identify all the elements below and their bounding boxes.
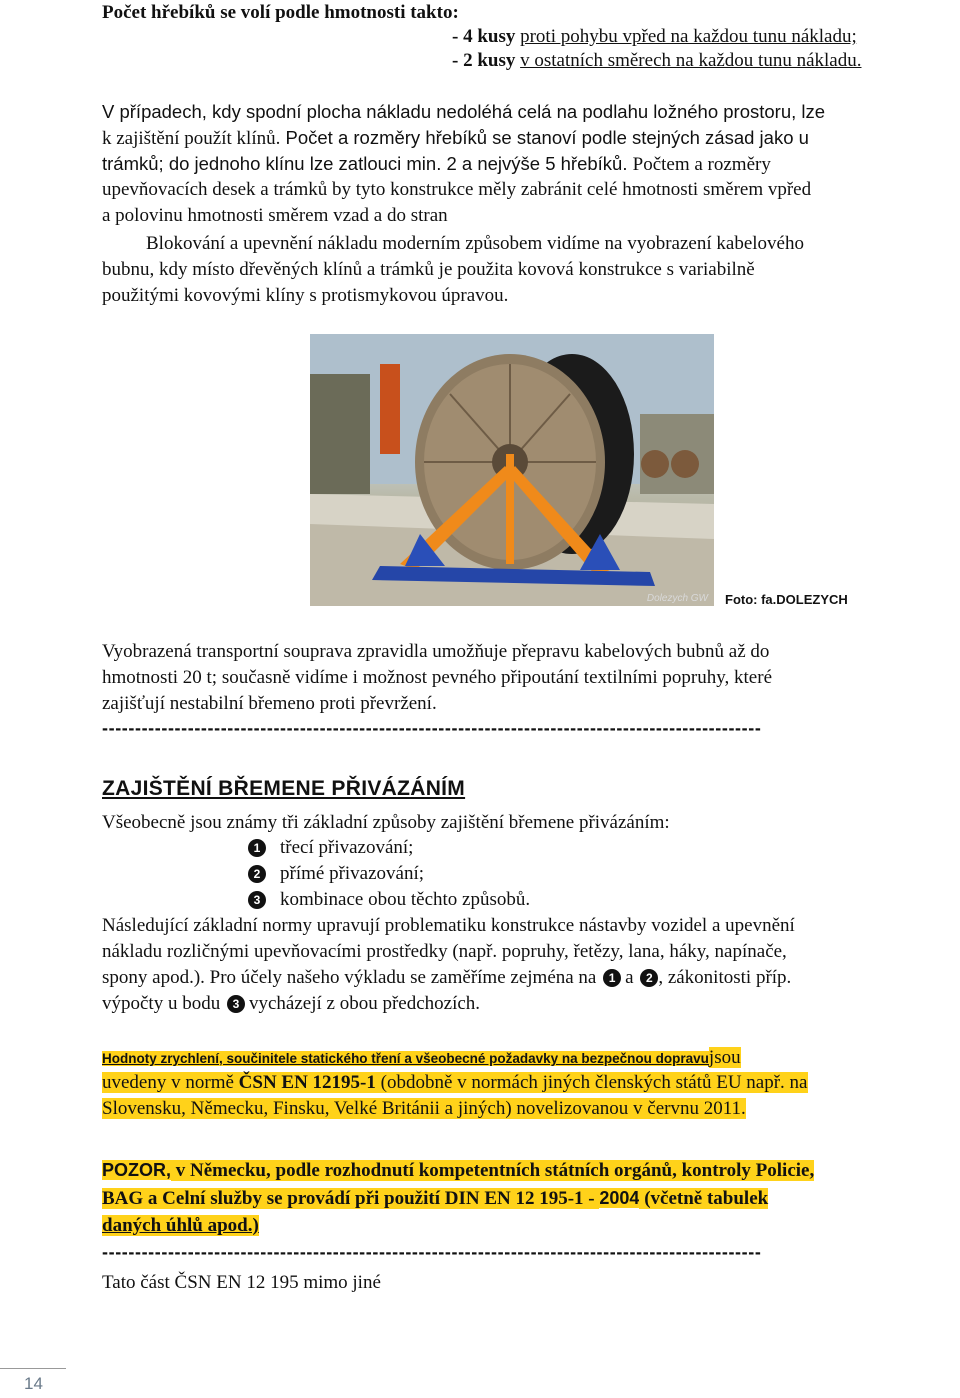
section-intro: Všeobecně jsou známy tři základní způsoby zajištění břemene přivázáním: [102,812,670,833]
transport-line3: zajišťují nestabilní břemeno proti převržení. [102,693,437,714]
method-item-3-text: kombinace obou těchto způsobů. [280,889,531,910]
method-item-2-text: přímé přivazování; [280,863,425,884]
method-item-3 [248,887,530,913]
rule-forward-text: proti pohybu vpřed na každou tunu nákladu; [520,26,857,47]
pozor-line2-a: BAG a Celní služby se provádí při použití DIN EN 12 195-1 - [102,1188,595,1209]
photo-watermark: Dolezych GW [646,593,708,604]
transport-line2: hmotnosti 20 t; současně vidíme i možnost pevného připoutání textilními popruhy, které [102,667,773,688]
pozor-line3 [102,1212,259,1240]
tail-text: Tato část ČSN EN 12 195 mimo jiné [102,1272,381,1293]
norms-line1: Následující základní normy upravují problematiku konstrukce nástavby vozidel a upevnění [102,915,795,936]
para1-line2 [102,125,809,152]
method-item-1-text: třecí přivazování; [280,837,414,858]
method-item-1 [248,835,413,861]
norms-line3-c: , zákonitosti příp. [658,967,792,988]
para1-line3-b: Počtem a rozměry [632,154,771,175]
page-number-rule [0,1368,66,1369]
para1-line5: a polovinu hmotnosti směrem vzad a do stran [102,205,448,226]
para1-line4: upevňovacích desek a trámků by tyto konstrukce měly zabránit celé hmotnosti směrem vpřed [102,179,812,200]
acceleration-note-l3: Slovensku, Německu, Finsku, Velké Británii a jiných) novelizovanou v červnu 2011. [102,1098,746,1119]
acceleration-note-l2a: uvedeny v normě [102,1072,234,1093]
number-1-icon: 1 [603,969,621,987]
para2-line2: bubnu, kdy místo dřevěných klínů a trámků je použita kovová konstrukce s variabilně [102,259,755,280]
pozor-line2-c: (včetně tabulek [644,1188,769,1209]
acceleration-note-tail: jsou [708,1047,741,1068]
norms-line3-b: a [625,967,634,988]
pozor-line3-text: daných úhlů apod.) [102,1215,259,1236]
pozor-line1-text: v Německu, podle rozhodnutí kompetentních státních orgánů, kontroly Policie, [175,1160,815,1181]
norm-csn-en: ČSN EN 12195-1 [238,1072,376,1093]
pozor-year: 2004 [599,1188,640,1208]
para1-line3-a: trámků; do jednoho klínu lze zatlouci min. 2 a nejvýše 5 hřebíků. [102,153,628,174]
para1-line1: V případech, kdy spodní plocha nákladu nedoléhá celá na podlahu ložného prostoru, lze [102,101,826,122]
cable-drum-photo [310,334,714,606]
norms-line4-b: vycházejí z obou předchozích. [248,993,481,1014]
para2-line1: Blokování a upevnění nákladu moderním způsobem vidíme na vyobrazení kabelového [146,233,804,254]
rule-other [452,48,861,74]
divider-top: ---------------------------------------------------------------------------------------------------- [102,718,762,738]
norms-line4-a: výpočty u bodu [102,993,221,1014]
transport-line1: Vyobrazená transportní souprava zpravidla umožňuje přepravu kabelových bubnů až do [102,641,770,662]
photo-caption: Foto: fa.DOLEZYCH [725,592,848,607]
para1-line2-sans: Počet a rozměry hřebíků se stanoví podle stejných zásad jako u [285,127,809,148]
divider-bottom: ---------------------------------------------------------------------------------------------------- [102,1242,762,1262]
rule-other-count: - 2 kusy [452,50,516,71]
pozor-line2 [102,1184,768,1213]
intro-heading: Počet hřebíků se volí podle hmotnosti takto: [102,2,459,23]
acceleration-note-line3 [102,1096,746,1122]
pozor-line1 [102,1156,814,1185]
norms-line3 [102,965,791,991]
para2-line3: použitými kovovými klíny s protismykovou úpravou. [102,285,509,306]
number-2-icon: 2 [248,865,266,883]
section-title: ZAJIŠTĚNÍ BŘEMENE PŘIVÁZÁNÍM [102,777,466,800]
norms-line3-a: spony apod.). Pro účely našeho výkladu se zaměříme zejména na [102,967,597,988]
norms-line2: nákladu rozličnými upevňovacími prostředky (např. popruhy, řetězy, lana, háky, napínače, [102,941,787,962]
rule-forward [452,24,857,50]
number-2-icon: 2 [640,969,658,987]
page-number: 14 [24,1374,43,1393]
acceleration-note-lead: Hodnoty zrychlení, součinitele statického tření a všeobecné požadavky na bezpečnou dopravu [102,1051,709,1066]
norms-line4 [102,991,480,1017]
acceleration-note-line1 [102,1044,741,1072]
rule-other-text: v ostatních směrech na každou tunu nákladu. [520,50,862,71]
acceleration-note-l2c: (obdobně v normách jiných členských států EU např. na [380,1072,808,1093]
para1-line3 [102,151,771,178]
number-3-icon: 3 [227,995,245,1013]
rule-forward-count: - 4 kusy [452,26,516,47]
pozor-label: POZOR, [102,1160,172,1180]
number-1-icon: 1 [248,839,266,857]
acceleration-note-line2 [102,1070,808,1096]
para1-line2-serif: k zajištění použít klínů. [102,128,281,149]
number-3-icon: 3 [248,891,266,909]
cable-drum-illustration [310,334,714,606]
method-item-2 [248,861,424,887]
